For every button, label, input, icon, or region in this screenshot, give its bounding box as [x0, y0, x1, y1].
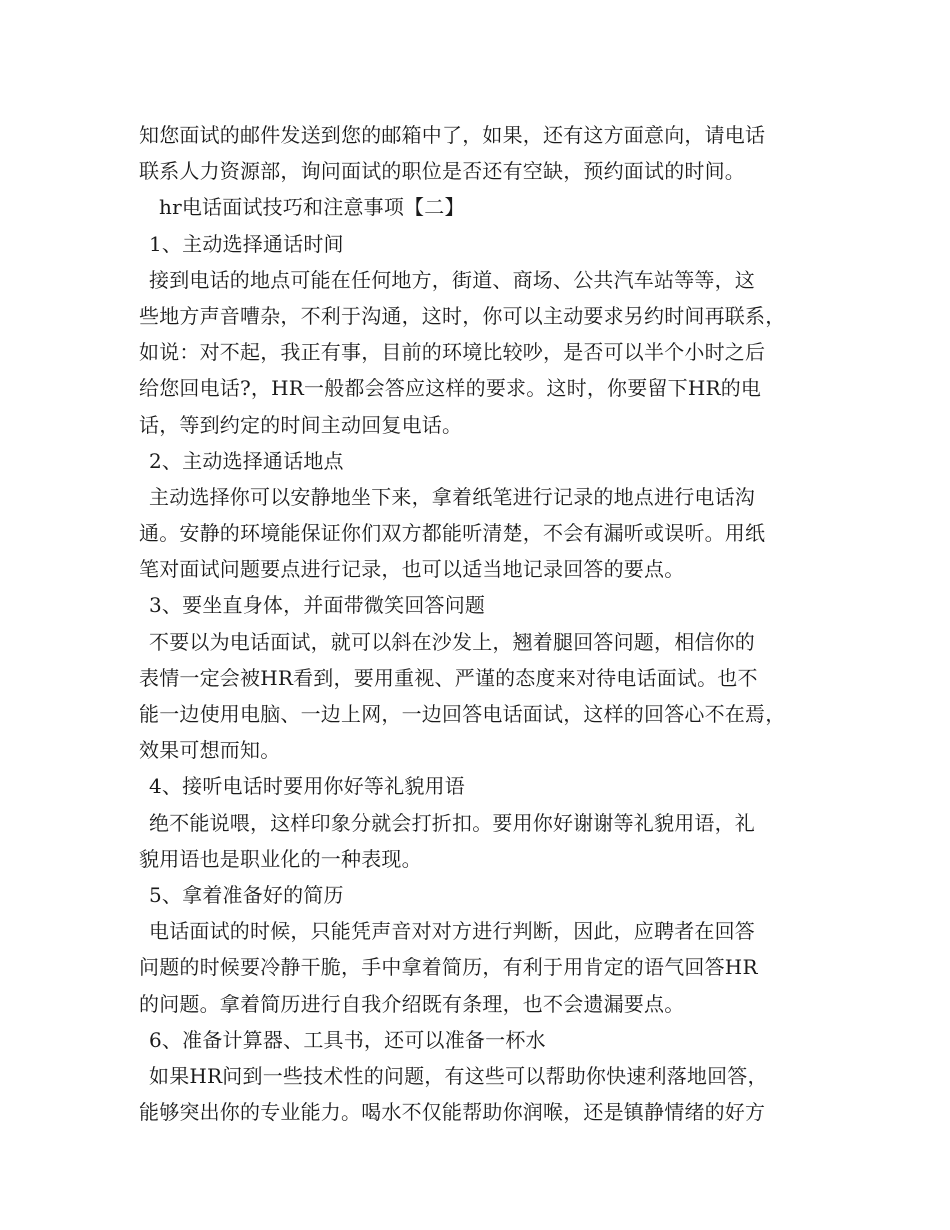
paragraph-line: 问题的时候要冷静干脆，手中拿着简历，有利于用肯定的语气回答HR	[139, 955, 758, 980]
paragraph-line: 绝不能说喂，这样印象分就会打折扣。要用你好谢谢等礼貌用语，礼	[149, 810, 755, 835]
subheading: 5、拿着准备好的简历	[149, 882, 344, 907]
document-body	[139, 117, 819, 1130]
subheading: 2、主动选择通话地点	[149, 448, 344, 473]
paragraph-line: 效果可想而知。	[139, 738, 281, 763]
section-heading: hr电话面试技巧和注意事项【二】	[159, 195, 465, 220]
paragraph-line: 不要以为电话面试，就可以斜在沙发上，翘着腿回答问题，相信你的	[149, 629, 755, 654]
paragraph-line: 貌用语也是职业化的一种表现。	[139, 846, 422, 871]
paragraph-line: 能够突出你的专业能力。喝水不仅能帮助你润喉，还是镇静情绪的好方	[139, 1100, 766, 1125]
paragraph-line: 如果HR问到一些技术性的问题，有这些可以帮助你快速利落地回答，	[149, 1063, 768, 1088]
paragraph-line: 联系人力资源部，询问面试的职位是否还有空缺，预约面试的时间。	[139, 159, 745, 184]
subheading: 6、准备计算器、工具书，还可以准备一杯水	[149, 1027, 546, 1052]
paragraph-line: 表情一定会被HR看到，要用重视、严谨的态度来对待电话面试。也不	[139, 665, 758, 690]
paragraph-line: 知您面试的邮件发送到您的邮箱中了，如果，还有这方面意向，请电话	[139, 123, 766, 147]
paragraph-line: 笔对面试问题要点进行记录，也可以适当地记录回答的要点。	[139, 557, 685, 582]
subheading: 1、主动选择通话时间	[149, 231, 344, 256]
paragraph-line: 接到电话的地点可能在任何地方，街道、商场、公共汽车站等等，这	[149, 267, 755, 292]
paragraph-line: 能一边使用电脑、一边上网，一边回答电话面试，这样的回答心不在焉，	[139, 702, 786, 726]
paragraph-line: 通。安静的环境能保证你们双方都能听清楚，不会有漏听或误听。用纸	[139, 521, 766, 546]
paragraph-line: 电话面试的时候，只能凭声音对对方进行判断，因此，应聘者在回答	[149, 919, 755, 944]
subheading: 3、要坐直身体，并面带微笑回答问题	[149, 593, 486, 618]
paragraph-line: 给您回电话?，HR一般都会答应这样的要求。这时，你要留下HR的电	[139, 376, 762, 401]
paragraph-line: 主动选择你可以安静地坐下来，拿着纸笔进行记录的地点进行电话沟	[149, 484, 755, 509]
paragraph-line: 如说：对不起，我正有事，目前的环境比较吵，是否可以半个小时之后	[139, 340, 766, 365]
subheading: 4、接听电话时要用你好等礼貌用语	[149, 774, 465, 799]
paragraph-line: 些地方声音嘈杂，不利于沟通，这时，你可以主动要求另约时间再联系，	[139, 303, 786, 328]
paragraph-line: 的问题。拿着简历进行自我介绍既有条理，也不会遗漏要点。	[139, 991, 685, 1016]
paragraph-line: 话，等到约定的时间主动回复电话。	[139, 412, 463, 437]
